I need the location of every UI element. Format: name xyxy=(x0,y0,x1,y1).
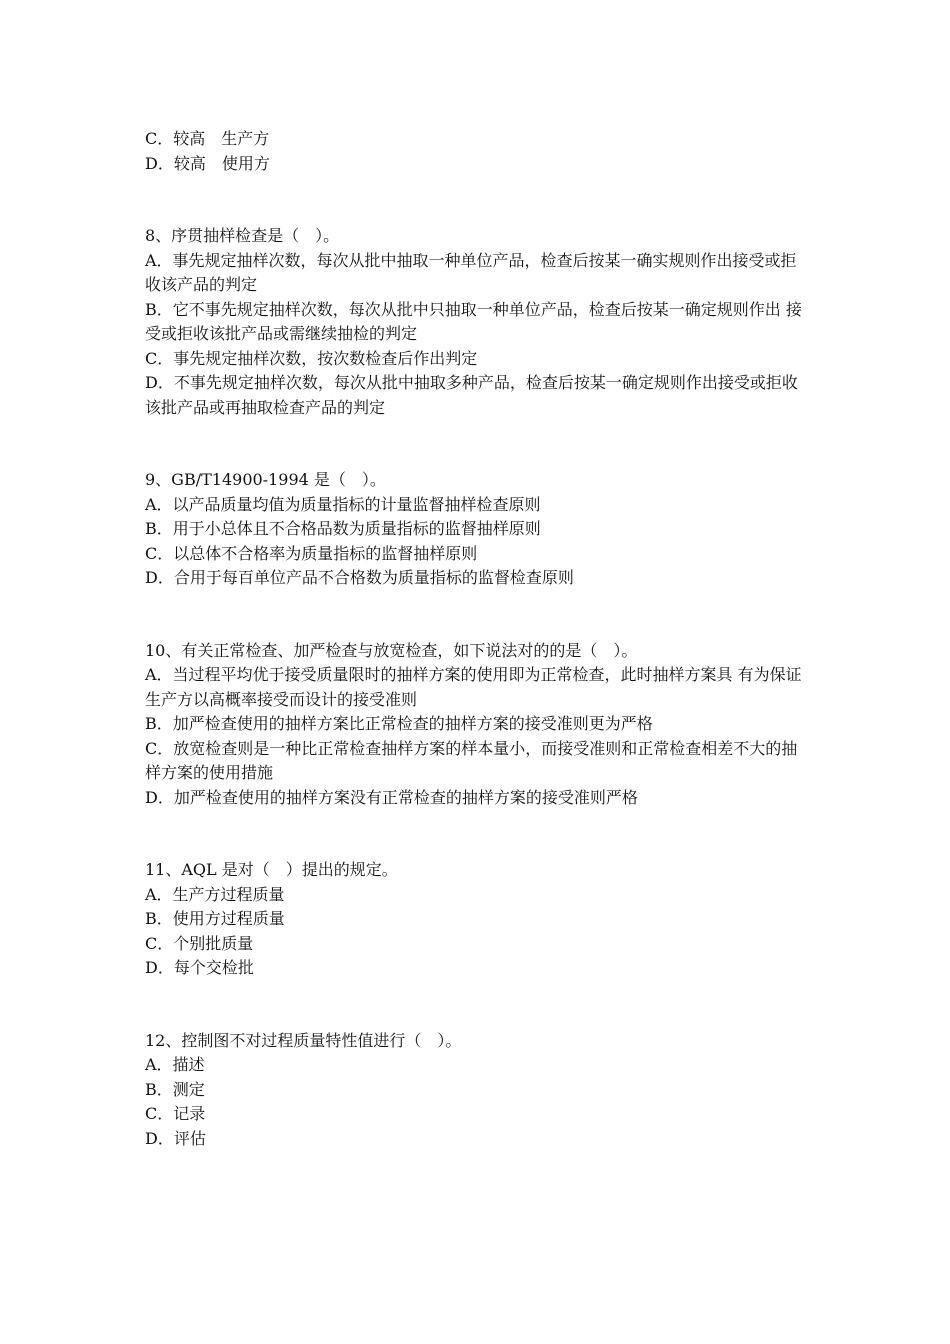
option-a: A．以产品质量均值为质量指标的计量监督抽样检查原则 xyxy=(145,494,541,514)
option-b: B．测定 xyxy=(145,1079,205,1099)
option-a: A．当过程平均优于接受质量限时的抽样方案的使用即为正常检查，此时抽样方案具 有为保证生产方以高概率接受而设计的接受准则 xyxy=(145,665,802,709)
spacer xyxy=(145,176,810,224)
option-b: B．加严检查使用的抽样方案比正常检查的抽样方案的接受准则更为严格 xyxy=(145,714,653,733)
option-d: D．较高 使用方 xyxy=(145,153,270,173)
question-11 xyxy=(145,858,810,981)
option-a: A．生产方过程质量 xyxy=(145,884,285,904)
question-12 xyxy=(145,1029,810,1152)
option-d: D．加严检查使用的抽样方案没有正常检查的抽样方案的接受准则严格 xyxy=(145,787,638,807)
option-b: B．用于小总体且不合格品数为质量指标的监督抽样原则 xyxy=(145,519,541,538)
question-8 xyxy=(145,224,810,420)
option-d: D．合用于每百单位产品不合格数为质量指标的监督检查原则 xyxy=(145,568,574,587)
question-7-fragment xyxy=(145,127,810,176)
spacer xyxy=(145,591,810,639)
option-c: C．记录 xyxy=(145,1104,206,1123)
option-c: C．事先规定抽样次数，按次数检查后作出判定 xyxy=(145,348,478,368)
option-c: C．较高 生产方 xyxy=(145,129,270,148)
question-stem: 11、AQL 是对（ ）提出的规定。 xyxy=(145,860,398,879)
option-a: A．描述 xyxy=(145,1055,205,1074)
question-stem: 8、序贯抽样检查是（ ）。 xyxy=(145,226,340,245)
question-stem: 9、GB/T14900-1994 是（ ）。 xyxy=(145,470,386,489)
question-9 xyxy=(145,468,810,591)
option-b: B．使用方过程质量 xyxy=(145,909,285,928)
spacer xyxy=(145,981,810,1029)
option-c: C．以总体不合格率为质量指标的监督抽样原则 xyxy=(145,543,478,563)
spacer xyxy=(145,810,810,858)
spacer xyxy=(145,420,810,468)
document-content xyxy=(145,127,810,1151)
question-stem: 12、控制图不对过程质量特性值进行（ ）。 xyxy=(145,1030,462,1050)
option-d: D．评估 xyxy=(145,1128,206,1148)
option-d: D．每个交检批 xyxy=(145,958,254,977)
option-a: A．事先规定抽样次数，每次从批中抽取一种单位产品，检查后按某一确实规则作出接受或拒收该产品的判定 xyxy=(145,250,797,294)
option-c: C．个别批质量 xyxy=(145,933,254,953)
question-10 xyxy=(145,639,810,811)
question-stem: 10、有关正常检查、加严检查与放宽检查，如下说法对的的是（ ）。 xyxy=(145,640,638,660)
option-c: C．放宽检查则是一种比正常检查抽样方案的样本量小，而接受准则和正常检查相差不大的抽样方案的使用措施 xyxy=(145,738,798,782)
option-b: B．它不事先规定抽样次数，每次从批中只抽取一种单位产品，检查后按某一确定规则作出 接受或拒收该批产品或需继续抽检的判定 xyxy=(145,299,802,343)
option-d: D．不事先规定抽样次数，每次从批中抽取多种产品，检查后按某一确定规则作出接受或拒收该批产品或再抽取检查产品的判定 xyxy=(145,373,798,417)
